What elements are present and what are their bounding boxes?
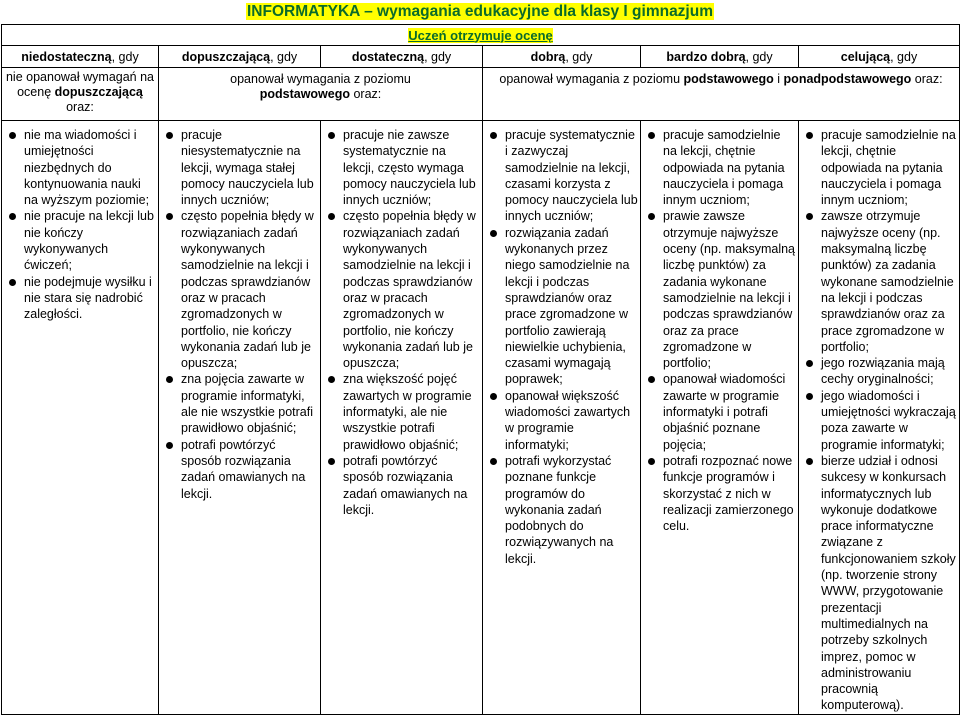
list-item: potrafi powtórzyć sposób rozwiązania zadań omawianych na lekcji.	[343, 453, 480, 518]
list-item: potrafi rozpoznać nowe funkcje programów i skorzystać z nich w realizacji zamierzonego celu.	[663, 453, 796, 534]
list-item: opanował większość wiadomości zawartych w programie informatyki;	[505, 388, 638, 453]
grade-word: dostateczną	[351, 49, 425, 64]
level-header-bold: podstawowego	[259, 87, 350, 101]
subtitle-text: Uczeń otrzymuje ocenę	[408, 27, 553, 43]
list-item: potrafi powtórzyć sposób rozwiązania zadań omawianych na lekcji.	[181, 437, 318, 502]
list-item: zna pojęcia zawarte w programie informatyki, ale nie wszystkie potrafi prawidłowo objaśnić;	[181, 371, 318, 436]
requirements-niedostateczna	[2, 121, 159, 715]
list-item: potrafi wykorzystać poznane funkcje programów do wykonania zadań podobnych do rozwiązywanych na lekcji.	[505, 453, 638, 567]
list-item: pracuje niesystematycznie na lekcji, wymaga stałej pomocy nauczyciela lub innych uczniów;	[181, 127, 318, 208]
requirements-celujaca	[799, 121, 960, 715]
level-header-text: opanował wymagania z poziomu	[230, 72, 411, 86]
level-header-col1	[2, 68, 159, 121]
grade-header-niedostateczna	[2, 46, 159, 68]
level-header-bold: ponadpodstawowego	[783, 72, 912, 86]
grade-suffix: , gdy	[111, 49, 139, 64]
requirements-list	[799, 127, 959, 714]
grade-header-dopuszczajaca	[159, 46, 321, 68]
grade-suffix: , gdy	[424, 49, 452, 64]
level-header-bold: podstawowego	[683, 72, 774, 86]
requirements-table	[1, 24, 960, 715]
grade-suffix: , gdy	[890, 49, 918, 64]
list-item: często popełnia błędy w rozwiązaniach zadań wykonywanych samodzielnie na lekcji i podczas sprawdzianów oraz w pracach zgromadzonych w portfolio, nie kończy wykonania zadań lub je opuszcza;	[343, 208, 480, 371]
level-header-text: opanował wymagania z poziomu	[499, 72, 684, 86]
grades-row	[2, 46, 960, 68]
level-header-col2	[159, 68, 483, 121]
level-header-bold: dopuszczającą	[54, 85, 143, 99]
level-header-text: oraz:	[66, 100, 94, 114]
grade-header-dostateczna	[321, 46, 483, 68]
level-header-text: nie opanował wymagań na ocenę	[5, 70, 155, 99]
requirements-list	[159, 127, 320, 502]
grade-word: celującą	[840, 49, 891, 64]
list-item: zawsze otrzymuje najwyższe oceny (np. maksymalną liczbę punktów) za zadania wykonane samodzielnie na lekcji i podczas sprawdzianów oraz za prace zgromadzone w portfolio;	[821, 208, 957, 355]
list-item: pracuje samodzielnie na lekcji, chętnie odpowiada na pytania nauczyciela i pomaga innym uczniom;	[663, 127, 796, 208]
list-item: nie podejmuje wysiłku i nie stara się nadrobić zaległości.	[24, 274, 156, 323]
level-header-col3	[483, 68, 960, 121]
requirements-dobra	[483, 121, 641, 715]
list-item: prawie zawsze otrzymuje najwyższe oceny (np. maksymalną liczbę punktów) za zadania wykonane samodzielnie na lekcji i podczas sprawdzianów oraz za prace zgromadzone w portfolio;	[663, 209, 796, 371]
list-item: zna większość pojęć zawartych w programie informatyki, ale nie wszystkie potrafi prawidłowo objaśnić;	[343, 371, 480, 452]
grade-word: bardzo dobrą	[666, 49, 746, 64]
level-header-text: oraz:	[911, 72, 943, 86]
list-item: rozwiązania zadań wykonanych przez niego samodzielnie na lekcji i podczas sprawdzianów oraz prace zgromadzone w portfolio zawierają niewielkie uchybienia, czasami wymagają poprawek;	[505, 225, 638, 388]
grade-header-bardzo-dobra	[641, 46, 799, 68]
grade-word: dopuszczającą	[181, 49, 271, 64]
grade-suffix: , gdy	[565, 49, 593, 64]
grade-header-dobra	[483, 46, 641, 68]
document-title-text: INFORMATYKA – wymagania edukacyjne dla klasy I gimnazjum	[247, 3, 713, 20]
grade-header-celujaca	[799, 46, 960, 68]
level-header-text: oraz:	[350, 87, 382, 101]
document-title	[0, 0, 960, 24]
subtitle-cell	[2, 25, 960, 46]
requirements-list	[321, 127, 482, 518]
list-item: opanował wiadomości zawarte w programie informatyki i potrafi objaśnić poznane pojęcia;	[663, 371, 796, 452]
list-item: nie ma wiadomości i umiejętności niezbędnych do kontynuowania nauki na wyższym poziomie;	[24, 127, 156, 208]
list-item: jego rozwiązania mają cechy oryginalności;	[821, 355, 957, 388]
list-item: często popełnia błędy w rozwiązaniach zadań wykonywanych samodzielnie na lekcji i podczas sprawdzianów oraz w pracach zgromadzonych w portfolio, nie kończy wykonania zadań lub je opuszcza;	[181, 208, 318, 371]
requirements-dopuszczajaca	[159, 121, 321, 715]
requirements-dostateczna	[321, 121, 483, 715]
requirements-bardzo-dobra	[641, 121, 799, 715]
requirements-list	[2, 127, 158, 323]
requirements-body-row	[2, 121, 960, 715]
level-header-text: i	[773, 72, 784, 86]
level-header-row	[2, 68, 960, 121]
grade-word: dobrą	[530, 49, 566, 64]
grade-suffix: , gdy	[270, 49, 298, 64]
list-item: nie pracuje na lekcji lub nie kończy wykonywanych ćwiczeń;	[24, 208, 156, 273]
requirements-list	[483, 127, 640, 567]
list-item: pracuje nie zawsze systematycznie na lekcji, często wymaga pomocy nauczyciela lub innych uczniów;	[343, 127, 480, 208]
grade-suffix: , gdy	[745, 49, 773, 64]
requirements-list	[641, 127, 798, 534]
list-item: bierze udział i odnosi sukcesy w konkursach informatycznych lub wykonuje dodatkowe prace informatyczne związane z funkcjonowaniem szkoły (np. tworzenie strony WWW, przygotowanie prezentacji multimedialnych na potrzeby szkolnych imprez, pomoc w administrowaniu pracownią komputerową).	[821, 453, 956, 713]
list-item: jego wiadomości i umiejętności wykraczają poza zawarte w programie informatyki;	[821, 388, 956, 452]
list-item: pracuje systematycznie i zazwyczaj samodzielnie na lekcji, czasami korzysta z pomocy nauczyciela lub innych uczniów;	[505, 128, 638, 224]
list-item: pracuje samodzielnie na lekcji, chętnie odpowiada na pytania nauczyciela i pomaga innym uczniom;	[821, 128, 956, 208]
grade-word: niedostateczną	[21, 49, 112, 64]
subtitle-row	[2, 25, 960, 46]
